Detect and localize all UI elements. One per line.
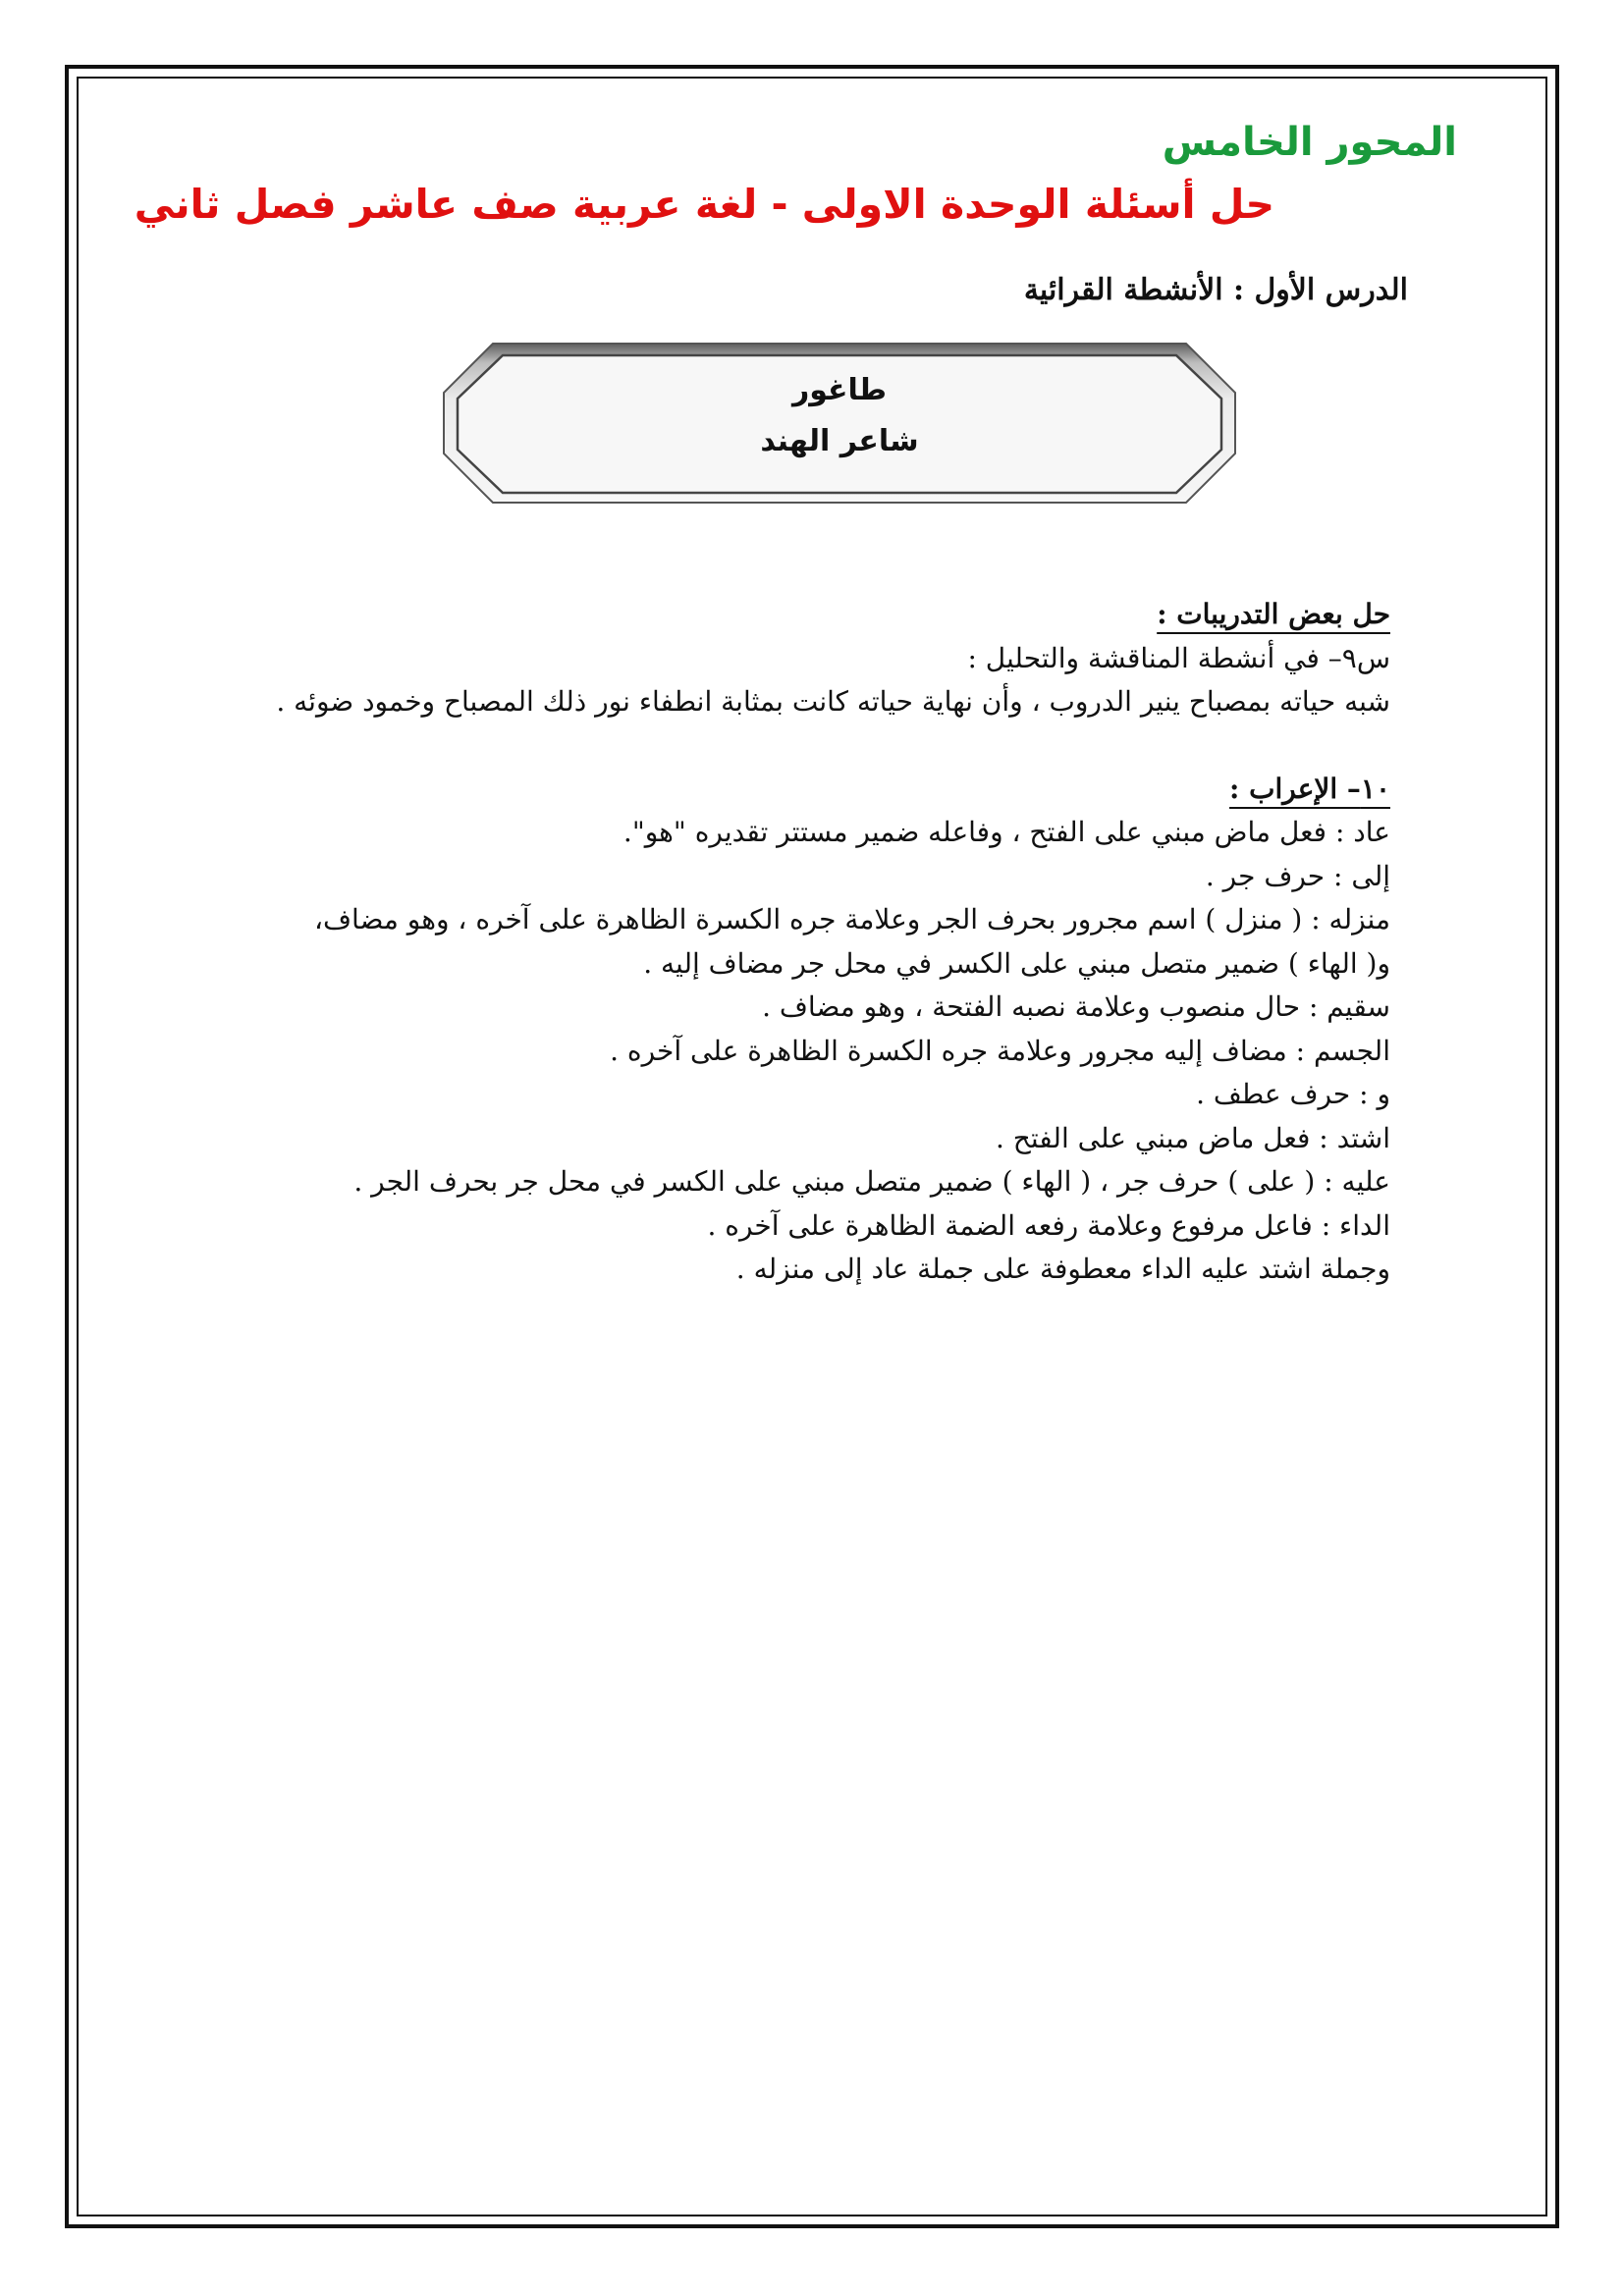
parsing-line: عليه : ( على ) حرف جر ، ( الهاء ) ضمير متصل مبني على الكسر في محل جر بحرف الجر . [353, 1165, 1390, 1198]
exercise-content [236, 593, 1390, 1292]
q10-heading: ١٠– الإعراب : [1229, 772, 1390, 805]
parsing-line: منزله : ( منزل ) اسم مجرور بحرف الجر وعلامة جره الكسرة الظاهرة على آخره ، وهو مضاف، [313, 903, 1390, 935]
exercises-heading: حل بعض التدريبات : [1157, 598, 1390, 630]
main-title: حل أسئلة الوحدة الاولى - لغة عربية صف عاشر فصل ثاني [134, 181, 1274, 228]
parsing-line: وجملة اشتد عليه الداء معطوفة على جملة عاد إلى منزله . [735, 1253, 1390, 1285]
parsing-line: و( الهاء ) ضمير متصل مبني على الكسر في محل جر مضاف إليه . [643, 946, 1390, 980]
badge-line-2: شاعر الهند [760, 424, 919, 458]
lesson-title: الدرس الأول : الأنشطة القرائية [1023, 273, 1408, 307]
q9-label: س٩– في أنشطة المناقشة والتحليل : [967, 641, 1390, 674]
parsing-line: اشتد : فعل ماض مبني على الفتح . [995, 1121, 1390, 1154]
badge-line-1: طاغور [791, 373, 888, 407]
axis-label: المحور الخامس [1162, 120, 1457, 165]
parsing-line: سقيم : حال منصوب وعلامة نصبه الفتحة ، وهو مضاف . [762, 990, 1390, 1023]
parsing-line: و : حرف عطف . [1196, 1078, 1390, 1110]
q9-answer: شبه حياته بمصباح ينير الدروب ، وأن نهاية حياته كانت بمثابة انطفاء نور ذلك المصباح وخمود ضوئه . [276, 685, 1390, 718]
title-badge [442, 365, 1237, 467]
parsing-line: عاد : فعل ماض مبني على الفتح ، وفاعله ضمير مستتر تقديره "هو". [623, 816, 1390, 848]
parsing-line: إلى : حرف جر . [1205, 859, 1390, 892]
parsing-line: الداء : فاعل مرفوع وعلامة رفعه الضمة الظاهرة على آخره . [707, 1208, 1390, 1242]
parsing-line: الجسم : مضاف إليه مجرور وعلامة جره الكسرة الظاهرة على آخره . [610, 1034, 1390, 1067]
